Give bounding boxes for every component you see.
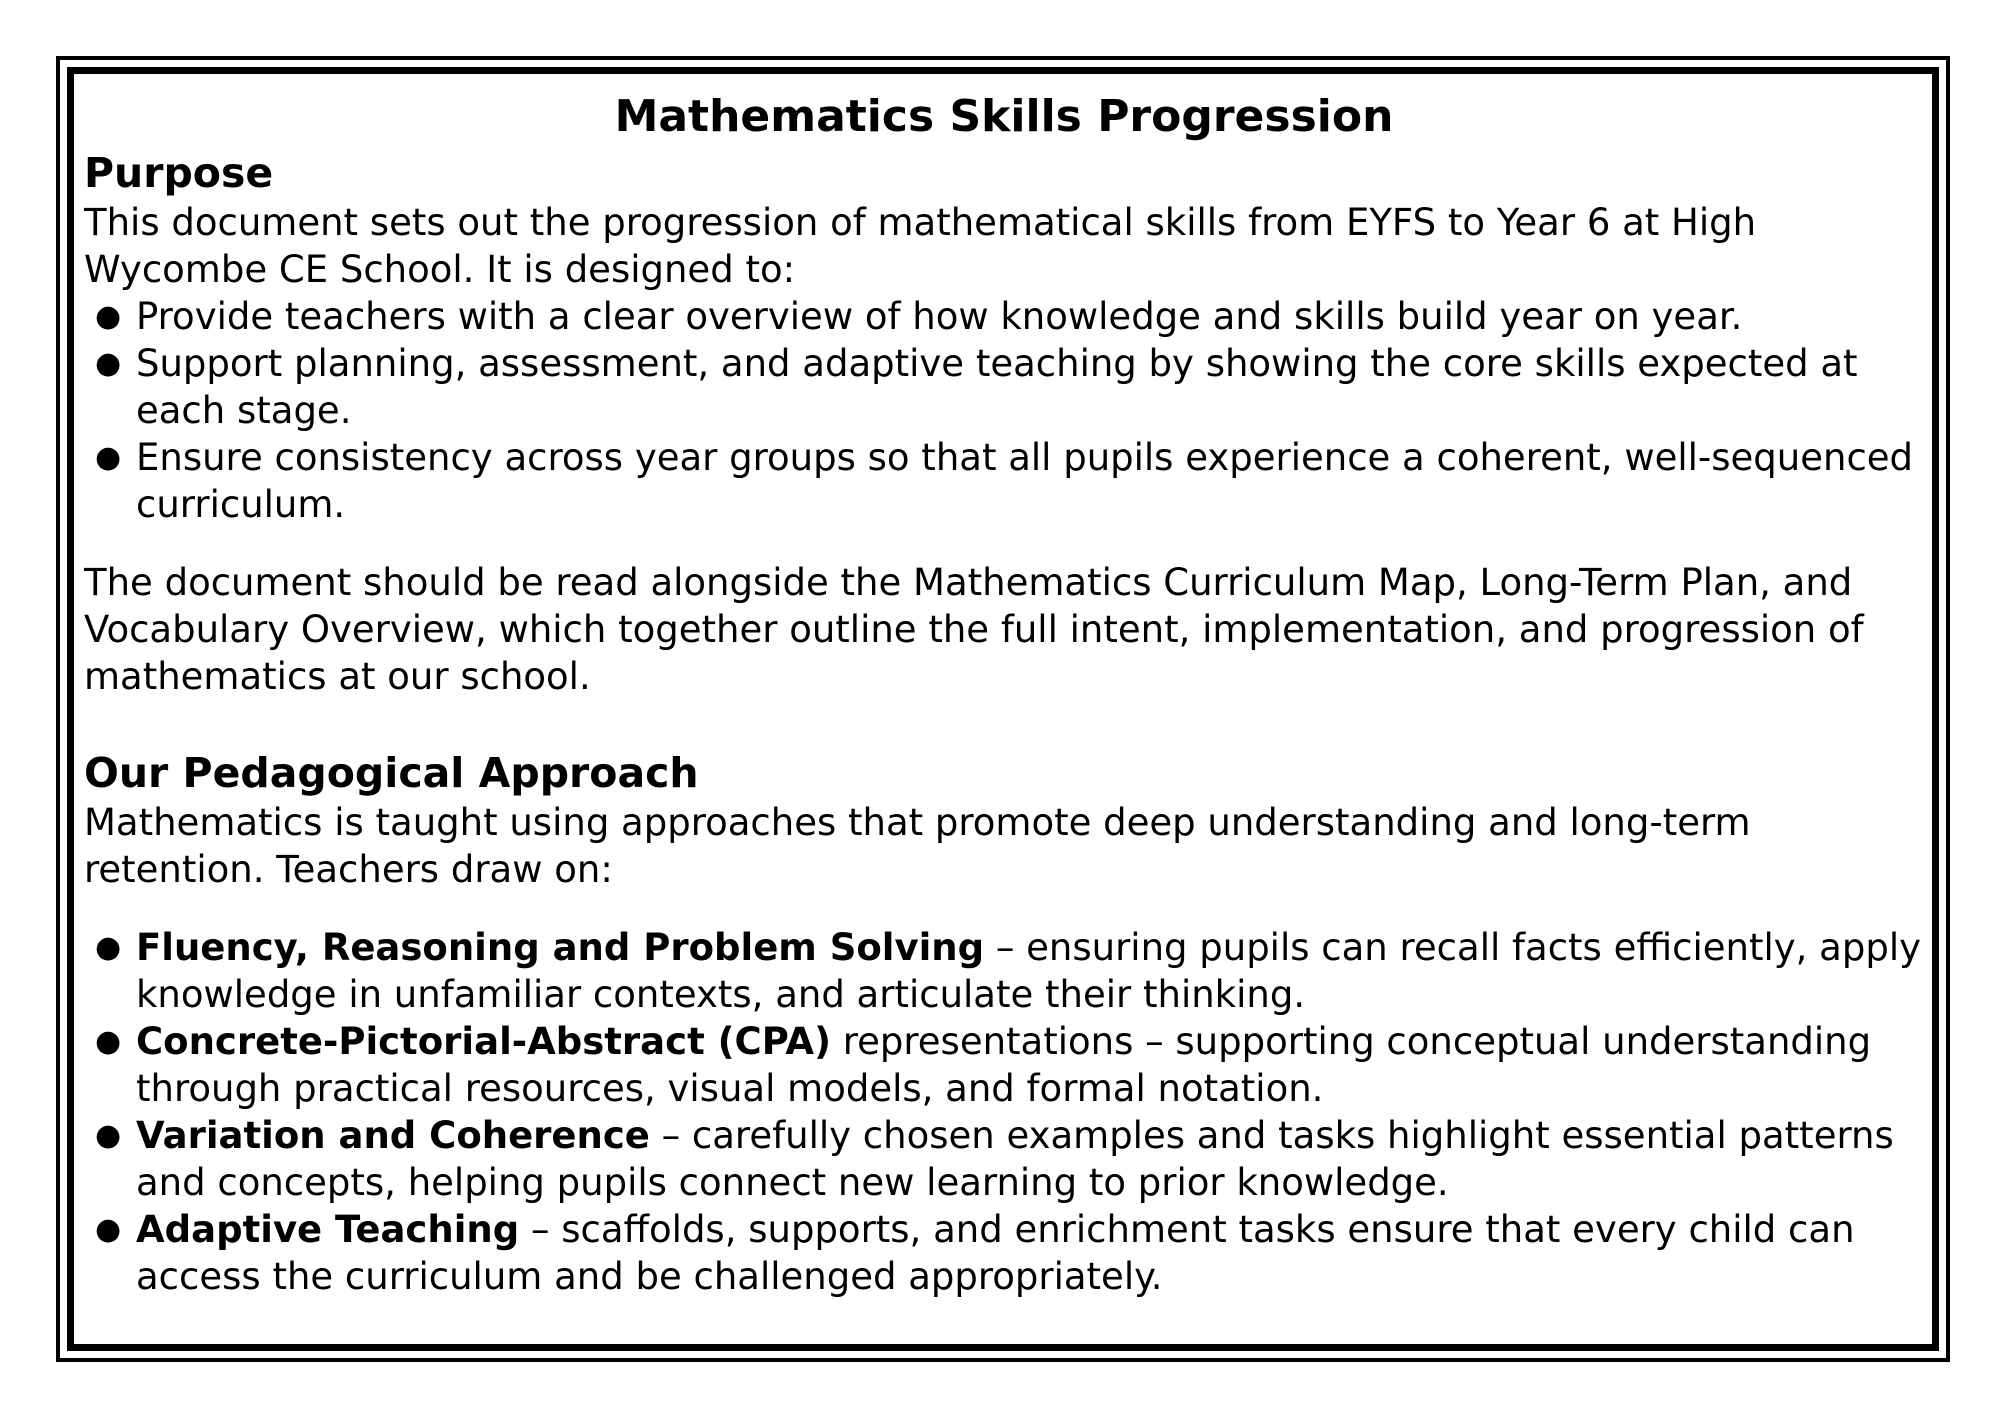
spacer — [84, 700, 1924, 747]
approach-intro: Mathematics is taught using approaches that promote deep understanding and long-term retention. Teachers draw on: — [84, 801, 1751, 891]
bullet-icon: ● — [95, 1024, 122, 1059]
approach-description: – carefully chosen examples and tasks highlight essential patterns and concepts, helping pupils connect new learning to prior knowledge. — [136, 1114, 1894, 1204]
approach-description: – scaffolds, supports, and enrichment tasks ensure that every child can access the curriculum and be challenged appropriately. — [136, 1208, 1855, 1298]
spacer — [84, 893, 1924, 924]
spacer — [84, 528, 1924, 559]
document-body — [84, 84, 1924, 1334]
list-item — [84, 293, 1924, 340]
list-item-text: Provide teachers with a clear overview of how knowledge and skills build year on year. — [136, 295, 1743, 338]
approach-description: – ensuring pupils can recall facts efficiently, apply knowledge in unfamiliar contexts, and articulate their thinking. — [136, 926, 1921, 1016]
bullet-icon: ● — [95, 299, 122, 334]
purpose-list — [84, 293, 1924, 528]
list-item — [84, 1112, 1924, 1206]
list-item — [84, 1018, 1924, 1112]
approach-description: representations – supporting conceptual understanding through practical resources, visual models, and formal notation. — [136, 1020, 1872, 1110]
bullet-icon: ● — [95, 1118, 122, 1153]
list-item — [84, 340, 1924, 434]
bullet-icon: ● — [95, 1212, 122, 1247]
approach-term: Adaptive Teaching — [136, 1208, 520, 1251]
document-title: Mathematics Skills Progression — [614, 91, 1394, 142]
purpose-closing: The document should be read alongside the Mathematics Curriculum Map, Long-Term Plan, and Vocabulary Overview, which together outline the full intent, implementation, and progression of mathematics at our school. — [84, 561, 1864, 698]
purpose-intro: This document sets out the progression of mathematical skills from EYFS to Year 6 at High Wycombe CE School. It is designed to: — [84, 201, 1757, 291]
list-item — [84, 924, 1924, 1018]
list-item-text: Ensure consistency across year groups so that all pupils experience a coherent, well-sequenced curriculum. — [136, 436, 1914, 526]
approach-term: Variation and Coherence — [136, 1114, 650, 1157]
bullet-icon: ● — [95, 930, 122, 965]
purpose-heading: Purpose — [84, 149, 274, 197]
bullet-icon: ● — [95, 346, 122, 381]
approach-term: Fluency, Reasoning and Problem Solving — [136, 926, 985, 969]
approach-heading: Our Pedagogical Approach — [84, 749, 699, 797]
bullet-icon: ● — [95, 440, 122, 475]
list-item — [84, 434, 1924, 528]
approach-term: Concrete-Pictorial-Abstract (CPA) — [136, 1020, 831, 1063]
approach-list — [84, 924, 1924, 1300]
list-item — [84, 1206, 1924, 1300]
list-item-text: Support planning, assessment, and adaptive teaching by showing the core skills expected at each stage. — [136, 342, 1858, 432]
